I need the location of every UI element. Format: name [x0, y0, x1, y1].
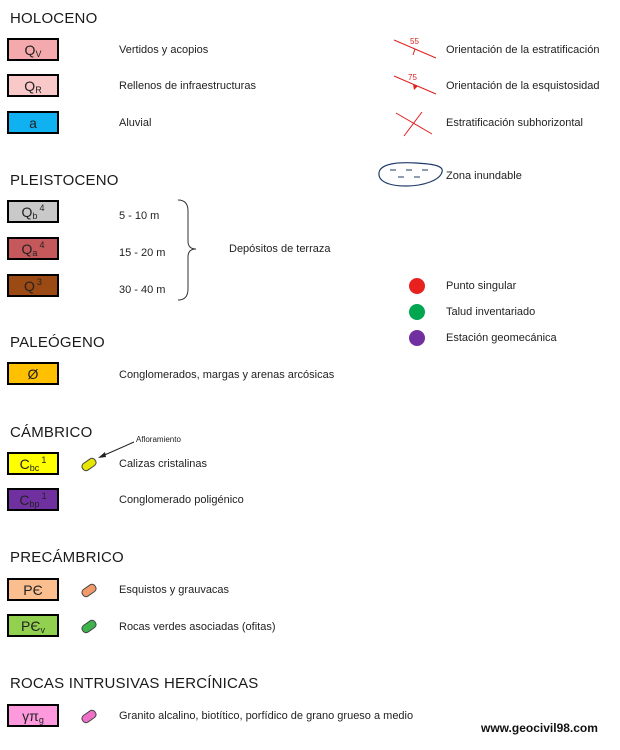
unit-symbol: PЄ	[23, 581, 43, 598]
unit-symbol: a	[29, 114, 37, 131]
symbol-label-geomecanica: Estación geomecánica	[446, 332, 557, 344]
website-watermark: www.geocivil98.com	[481, 721, 598, 735]
afloramiento-arrow	[96, 441, 136, 461]
unit-superscript: 4	[39, 239, 45, 250]
unit-symbol: γπ	[22, 707, 39, 724]
symbol-label-inundable: Zona inundable	[446, 170, 522, 182]
unit-superscript: 1	[41, 454, 47, 465]
unit-symbol: C	[19, 491, 30, 508]
section-holoceno: HOLOCENO	[10, 10, 98, 27]
unit-subscript: bp	[29, 498, 40, 509]
unit-box-cbc1	[7, 452, 59, 475]
outcrop-icon-gamma	[80, 708, 98, 725]
flood-zone-symbol	[376, 160, 446, 190]
unit-box-qr	[7, 74, 59, 97]
afloramiento-label: Afloramiento	[136, 435, 181, 444]
unit-symbol: Q	[21, 203, 33, 220]
unit-subscript: b	[32, 210, 38, 221]
unit-symbol: Ø	[27, 365, 39, 382]
unit-subscript: R	[35, 84, 42, 95]
unit-desc-qv: Vertidos y acopios	[119, 44, 209, 56]
unit-desc-qb4: 5 - 10 m	[119, 210, 160, 222]
unit-symbol: C	[19, 455, 30, 472]
unit-desc-q3: 30 - 40 m	[119, 284, 166, 296]
unit-superscript: 4	[39, 202, 45, 213]
section-paleogeno: PALEÓGENO	[10, 334, 105, 351]
unit-symbol: Q	[24, 77, 36, 94]
symbol-label-estratificacion: Orientación de la estratificación	[446, 44, 600, 56]
red-dot-icon	[409, 278, 425, 294]
symbol-label-singular: Punto singular	[446, 280, 517, 292]
symbol-label-esquistosidad: Orientación de la esquistosidad	[446, 80, 600, 92]
symbol-label-talud: Talud inventariado	[446, 306, 536, 318]
unit-symbol: Q	[24, 277, 35, 294]
unit-superscript: 3	[36, 276, 42, 287]
unit-desc-cbp1: Conglomerado poligénico	[119, 494, 244, 506]
terraza-label: Depósitos de terraza	[229, 243, 331, 255]
unit-box-q3	[7, 274, 59, 297]
unit-desc-a: Aluvial	[119, 117, 152, 129]
section-cambrico: CÁMBRICO	[10, 424, 93, 441]
unit-desc-pev: Rocas verdes asociadas (ofitas)	[119, 621, 276, 633]
unit-box-qb4	[7, 200, 59, 223]
unit-symbol: Q	[24, 41, 36, 58]
outcrop-icon-pev	[80, 618, 98, 635]
terraza-bracket	[176, 199, 216, 301]
unit-box-qa4	[7, 237, 59, 260]
section-precambrico: PRECÁMBRICO	[10, 549, 124, 566]
unit-box-qv	[7, 38, 59, 61]
unit-desc-qr: Rellenos de infraestructuras	[119, 80, 256, 92]
unit-desc-pe: Esquistos y grauvacas	[119, 584, 230, 596]
unit-subscript: a	[32, 247, 38, 258]
unit-box-phi	[7, 362, 59, 385]
unit-subscript: g	[38, 714, 44, 725]
green-dot-icon	[409, 304, 425, 320]
unit-desc-gamma: Granito alcalino, biotítico, porfídico de grano grueso a medio	[119, 710, 414, 722]
unit-desc-qa4: 15 - 20 m	[119, 247, 166, 259]
strike-dip-value: 55	[410, 37, 419, 46]
unit-subscript: bc	[29, 462, 40, 473]
unit-box-gamma	[7, 704, 59, 727]
unit-subscript: V	[35, 48, 42, 59]
section-pleistoceno: PLEISTOCENO	[10, 172, 119, 189]
unit-box-a	[7, 111, 59, 134]
unit-box-pev	[7, 614, 59, 637]
unit-symbol: Q	[21, 240, 33, 257]
unit-subscript: v	[40, 624, 45, 635]
schistosity-value: 75	[408, 73, 417, 82]
unit-desc-cbc1: Calizas cristalinas	[119, 458, 208, 470]
outcrop-icon-pe	[80, 582, 98, 599]
unit-desc-phi: Conglomerados, margas y arenas arcósicas	[119, 369, 335, 381]
purple-dot-icon	[409, 330, 425, 346]
section-intrusivas: ROCAS INTRUSIVAS HERCÍNICAS	[10, 675, 259, 692]
unit-box-pe	[7, 578, 59, 601]
horizontal-bedding-symbol	[394, 110, 434, 138]
unit-symbol: PЄ	[21, 617, 41, 634]
unit-box-cbp1	[7, 488, 59, 511]
symbol-label-subhorizontal: Estratificación subhorizontal	[446, 117, 583, 129]
unit-superscript: 1	[41, 490, 47, 501]
